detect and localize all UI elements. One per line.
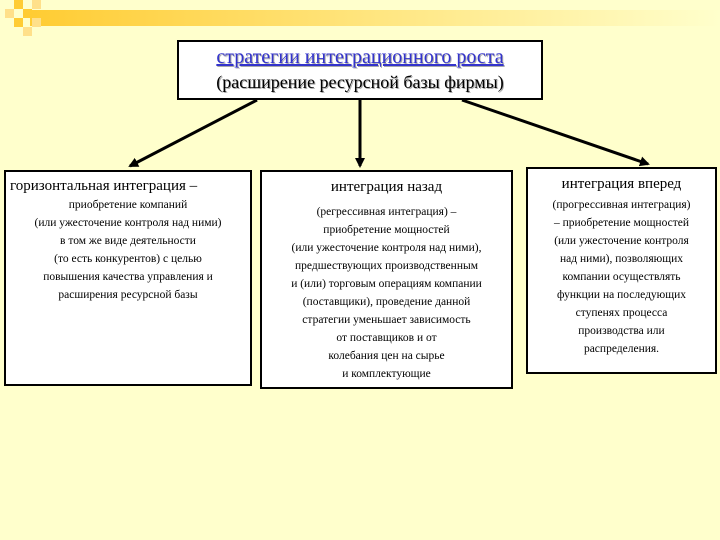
forward-integration-line: над ними), позволяющих <box>559 253 684 265</box>
horizontal-integration-line: повышения качества управления и <box>43 271 213 283</box>
backward-integration-line: и (или) торговым операциям компании <box>291 278 482 290</box>
forward-integration-line: ступенях процесса <box>575 307 668 319</box>
backward-integration-box <box>260 170 513 389</box>
horizontal-integration-line: (или ужесточение контроля над ними) <box>34 217 222 229</box>
backward-integration-line: приобретение мощностей <box>323 224 450 236</box>
horizontal-integration-line: в том же виде деятельности <box>60 235 196 247</box>
forward-integration-box <box>526 167 717 374</box>
strategy-subtitle: (расширение ресурсной базы фирмы) <box>216 72 504 92</box>
arrow-to-forward <box>462 100 648 164</box>
forward-integration-line: распределения. <box>583 343 660 355</box>
backward-integration-line: стратегии уменьшает зависимость <box>302 314 471 326</box>
horizontal-integration-line: (то есть конкурентов) с целью <box>54 253 202 265</box>
strategy-title-box <box>177 40 543 100</box>
backward-integration-line: (регрессивная интеграция) – <box>316 206 457 218</box>
horizontal-integration-line: расширения ресурсной базы <box>58 289 198 301</box>
backward-integration-line: (или ужесточение контроля над ними), <box>291 242 482 254</box>
horizontal-integration-line: приобретение компаний <box>68 199 188 211</box>
forward-integration-line: функции на последующих <box>556 289 687 301</box>
forward-integration-heading: интеграция вперед <box>561 176 682 192</box>
backward-integration-line: колебания цен на сырье <box>328 350 445 362</box>
forward-integration-line: (прогрессивная интеграция) <box>552 199 691 211</box>
strategy-title: стратегии интеграционного роста <box>216 46 504 68</box>
backward-integration-line: и комплектующие <box>342 368 431 380</box>
backward-integration-line: предшествующих производственным <box>295 260 478 272</box>
forward-integration-line: производства или <box>578 325 665 337</box>
backward-integration-line: от поставщиков и от <box>336 332 437 344</box>
horizontal-integration-heading: горизонтальная интеграция – <box>10 178 198 194</box>
arrow-to-horizontal <box>130 100 257 166</box>
backward-integration-line: (поставщики), проведение данной <box>302 296 471 308</box>
backward-integration-heading: интеграция назад <box>330 179 443 195</box>
forward-integration-line: компании осуществлять <box>562 271 681 283</box>
horizontal-integration-box <box>4 170 252 386</box>
forward-integration-line: – приобретение мощностей <box>553 217 690 229</box>
forward-integration-line: (или ужесточение контроля <box>554 235 689 247</box>
